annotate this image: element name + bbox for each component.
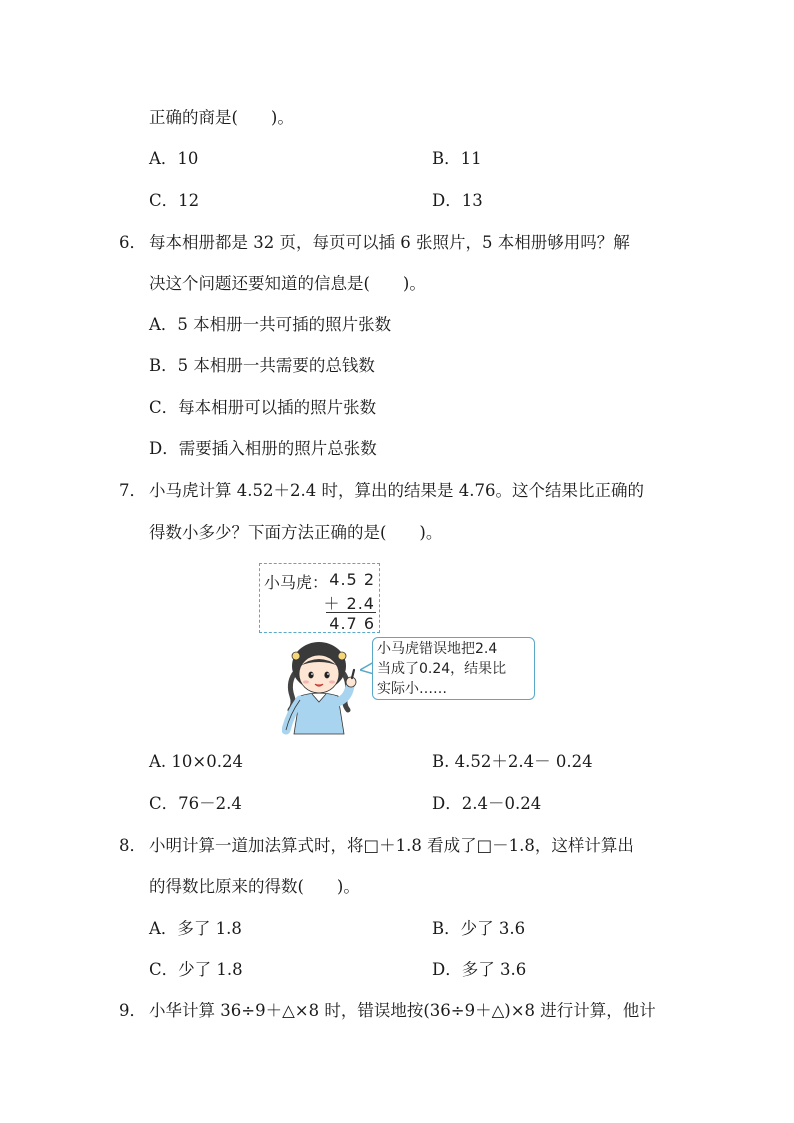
q6-option-d[interactable]: D．需要插入相册的照片总张数 (149, 439, 377, 458)
q6-number: 6． (119, 233, 146, 252)
speech-bubble (372, 637, 535, 700)
q6-option-c[interactable]: C．每本相册可以插的照片张数 (149, 398, 377, 417)
calc-row-1: 4.5 2 (329, 570, 375, 589)
q8-option-d[interactable]: D．多了 3.6 (432, 960, 527, 979)
q9-stem-line1: 小华计算 36÷9＋△×8 时，错误地按(36÷9＋△)×8 进行计算，他计 (149, 1001, 656, 1020)
q8-option-b[interactable]: B．少了 3.6 (432, 919, 526, 938)
q7-option-b[interactable]: B. 4.52＋2.4－ 0.24 (432, 752, 593, 771)
q7-option-a[interactable]: A. 10×0.24 (149, 752, 243, 771)
bubble-line-3: 实际小…… (377, 681, 447, 697)
girl-illustration-icon (282, 636, 372, 736)
q7-option-d[interactable]: D．2.4－0.24 (432, 794, 542, 813)
calc-row-3: 4.7 6 (329, 614, 375, 633)
bubble-line-2: 当成了0.24，结果比 (377, 661, 507, 677)
calc-label: 小马虎： (264, 573, 329, 592)
q8-option-a[interactable]: A．多了 1.8 (149, 919, 242, 938)
q7-number: 7． (119, 481, 146, 500)
q8-stem-line2: 的得数比原来的得数( )。 (149, 877, 360, 896)
q5-stem-continuation: 正确的商是( )。 (149, 108, 294, 127)
q5-option-d[interactable]: D．13 (432, 191, 483, 210)
q6-option-b[interactable]: B．5 本相册一共需要的总钱数 (149, 356, 375, 375)
calc-row-2: ＋ 2.4 (323, 594, 375, 613)
q8-option-c[interactable]: C．少了 1.8 (149, 960, 243, 979)
q7-option-c[interactable]: C．76－2.4 (149, 794, 242, 813)
q8-stem-line1: 小明计算一道加法算式时，将□＋1.8 看成了□－1.8，这样计算出 (149, 836, 634, 855)
q8-number: 8． (119, 836, 146, 855)
q9-number: 9． (119, 1001, 146, 1020)
q5-option-c[interactable]: C．12 (149, 191, 200, 210)
calculation-box (259, 563, 380, 633)
q5-option-a[interactable]: A．10 (149, 149, 199, 168)
q5-option-b[interactable]: B．11 (432, 149, 482, 168)
q7-stem-line1: 小马虎计算 4.52＋2.4 时，算出的结果是 4.76。这个结果比正确的 (149, 481, 644, 500)
q7-stem-line2: 得数小多少？下面方法正确的是( )。 (149, 523, 443, 542)
bubble-line-1: 小马虎错误地把2.4 (377, 641, 498, 657)
calc-underline (326, 612, 376, 613)
q6-option-a[interactable]: A．5 本相册一共可插的照片张数 (149, 315, 392, 334)
q6-stem-line2: 决这个问题还要知道的信息是( )。 (149, 274, 426, 293)
q6-stem-line1: 每本相册都是 32 页，每页可以插 6 张照片，5 本相册够用吗？解 (149, 233, 630, 252)
